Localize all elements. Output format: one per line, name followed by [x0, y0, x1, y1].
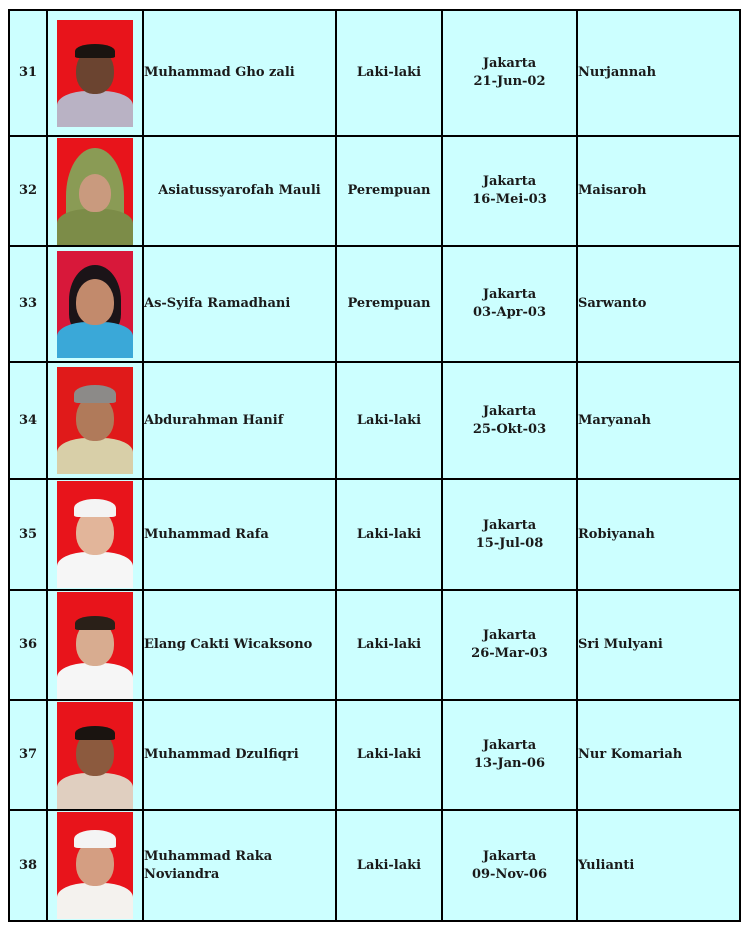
birth-date: 25-Okt-03: [472, 421, 547, 437]
birth-place-date: [442, 700, 577, 810]
student-name: Elang Cakti Wicaksono: [143, 590, 336, 700]
row-number: 36: [9, 590, 47, 700]
birth-date: 15-Jul-08: [475, 535, 544, 551]
birth-city: Jakarta: [482, 517, 537, 533]
birth-place-date: [442, 136, 577, 246]
birth-city: Jakarta: [482, 287, 537, 302]
birth-city: Jakarta: [482, 56, 537, 71]
birth-city: Jakarta: [482, 628, 537, 643]
parent-name: Maryanah: [577, 362, 740, 479]
birth-date: 09-Nov-06: [471, 866, 548, 882]
photo-cell: [47, 810, 143, 921]
parent-name: Sarwanto: [577, 246, 740, 362]
student-photo: [57, 702, 133, 809]
student-name: Muhammad Raka Noviandra: [143, 810, 336, 921]
student-name: Asiatussyarofah Mauli: [143, 136, 336, 246]
birth-date: 21-Jun-02: [473, 74, 546, 89]
birth-date: 03-Apr-03: [473, 305, 546, 320]
table-row: [9, 136, 740, 246]
photo-cell: [47, 700, 143, 810]
student-photo: [57, 251, 133, 358]
student-table: [8, 9, 741, 922]
student-name: Abdurahman Hanif: [143, 362, 336, 479]
gender: Laki-laki: [336, 362, 442, 479]
student-photo: [57, 138, 133, 245]
student-photo: [57, 20, 133, 127]
gender: Laki-laki: [336, 590, 442, 700]
birth-place-date: [442, 590, 577, 700]
student-photo: [57, 812, 133, 919]
student-name: As-Syifa Ramadhani: [143, 246, 336, 362]
gender: Perempuan: [336, 246, 442, 362]
parent-name: Maisaroh: [577, 136, 740, 246]
gender: Laki-laki: [336, 810, 442, 921]
photo-cell: [47, 479, 143, 590]
table-row: [9, 700, 740, 810]
photo-cell: [47, 10, 143, 136]
birth-place-date: [442, 362, 577, 479]
birth-place-date: [442, 246, 577, 362]
photo-cell: [47, 246, 143, 362]
table-row: [9, 246, 740, 362]
table-row: [9, 810, 740, 921]
table-row: [9, 479, 740, 590]
birth-place-date: [442, 810, 577, 921]
photo-cell: [47, 136, 143, 246]
student-name: Muhammad Dzulfiqri: [143, 700, 336, 810]
gender: Perempuan: [336, 136, 442, 246]
birth-date: 16-Mei-03: [472, 192, 547, 207]
row-number: 33: [9, 246, 47, 362]
birth-city: Jakarta: [482, 738, 537, 753]
photo-cell: [47, 590, 143, 700]
row-number: 32: [9, 136, 47, 246]
parent-name: Sri Mulyani: [577, 590, 740, 700]
birth-date: 26-Mar-03: [471, 646, 548, 661]
parent-name: Nurjannah: [577, 10, 740, 136]
table-row: [9, 10, 740, 136]
birth-city: Jakarta: [482, 174, 537, 189]
student-photo: [57, 592, 133, 699]
table-row: [9, 362, 740, 479]
photo-cell: [47, 362, 143, 479]
gender: Laki-laki: [336, 10, 442, 136]
parent-name: Nur Komariah: [577, 700, 740, 810]
table-row: [9, 590, 740, 700]
gender: Laki-laki: [336, 700, 442, 810]
student-name: Muhammad Rafa: [143, 479, 336, 590]
parent-name: Robiyanah: [577, 479, 740, 590]
student-name: Muhammad Gho zali: [143, 10, 336, 136]
row-number: 34: [9, 362, 47, 479]
birth-city: Jakarta: [482, 848, 537, 864]
student-photo: [57, 367, 133, 474]
birth-city: Jakarta: [482, 403, 537, 419]
row-number: 31: [9, 10, 47, 136]
row-number: 35: [9, 479, 47, 590]
row-number: 38: [9, 810, 47, 921]
row-number: 37: [9, 700, 47, 810]
gender: Laki-laki: [336, 479, 442, 590]
parent-name: Yulianti: [577, 810, 740, 921]
birth-date: 13-Jan-06: [474, 756, 545, 771]
birth-place-date: [442, 10, 577, 136]
birth-place-date: [442, 479, 577, 590]
student-photo: [57, 481, 133, 588]
